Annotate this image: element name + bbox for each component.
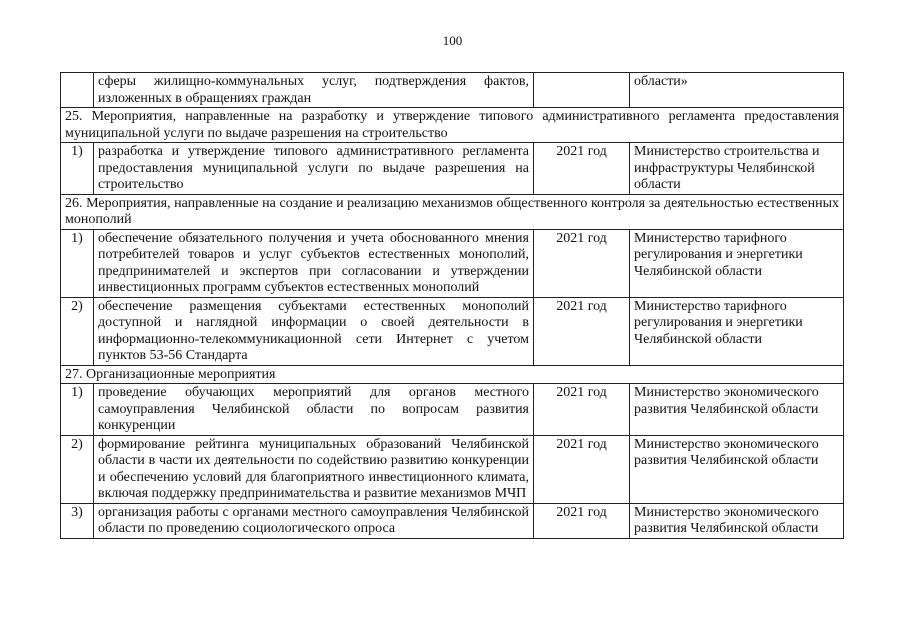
section-title: 27. Организационные мероприятия [61,365,844,384]
row-number: 1) [61,143,94,195]
row-number: 3) [61,503,94,538]
responsible-cell: Министерство экономического развития Челябинской области [630,384,844,436]
table-row [61,229,844,297]
section-header-row [61,108,844,143]
action-plan-table [60,72,844,539]
activity-cell: разработка и утверждение типового административного регламента предоставления муниципальной услуги по выдаче разрешения на строительство [94,143,534,195]
table-row [61,435,844,503]
activity-cell: обеспечение обязательного получения и учета обоснованного мнения потребителей товаров и услуг субъектов естественных монополий, предпринимателей и экспертов при согласовании и утверждении инвестиционных программ субъектов естественных монополий [94,229,534,297]
responsible-cell: Министерство тарифного регулирования и энергетики Челябинской области [630,297,844,365]
row-number [61,73,94,108]
responsible-cell: Министерство строительства и инфраструктуры Челябинской области [630,143,844,195]
table-row [61,503,844,538]
row-number: 2) [61,435,94,503]
page-number: 100 [442,33,463,48]
deadline-cell: 2021 год [534,297,630,365]
responsible-cell: Министерство тарифного регулирования и энергетики Челябинской области [630,229,844,297]
table-row [61,297,844,365]
responsible-cell: Министерство экономического развития Челябинской области [630,503,844,538]
activity-cell: сферы жилищно-коммунальных услуг, подтверждения фактов, изложенных в обращениях граждан [94,73,534,108]
deadline-cell: 2021 год [534,143,630,195]
deadline-cell: 2021 год [534,435,630,503]
section-title: 26. Мероприятия, направленные на создание и реализацию механизмов общественного контроля за деятельностью естественных монополий [61,194,844,229]
table-row [61,384,844,436]
table-row [61,73,844,108]
section-title: 25. Мероприятия, направленные на разработку и утверждение типового административного регламента предоставления муниципальной услуги по выдаче разрешения на строительство [61,108,844,143]
activity-cell: проведение обучающих мероприятий для органов местного самоуправления Челябинской области по вопросам развития конкуренции [94,384,534,436]
deadline-cell: 2021 год [534,503,630,538]
activity-cell: формирование рейтинга муниципальных образований Челябинской области в части их деятельности по содействию развитию конкуренции и обеспечению условий для благоприятного инвестиционного климата, включая поддержку предпринимательства и развитие механизмов МЧП [94,435,534,503]
section-header-row [61,194,844,229]
deadline-cell: 2021 год [534,229,630,297]
deadline-cell [534,73,630,108]
table-row [61,143,844,195]
responsible-cell: Министерство экономического развития Челябинской области [630,435,844,503]
deadline-cell: 2021 год [534,384,630,436]
row-number: 1) [61,229,94,297]
row-number: 1) [61,384,94,436]
row-number: 2) [61,297,94,365]
section-header-row [61,365,844,384]
activity-cell: обеспечение размещения субъектами естественных монополий доступной и наглядной информации о своей деятельности в информационно-телекоммуникационной сети Интернет с учетом пунктов 53-56 Стандарта [94,297,534,365]
activity-cell: организация работы с органами местного самоуправления Челябинской области по проведению социологического опроса [94,503,534,538]
responsible-cell: области» [630,73,844,108]
